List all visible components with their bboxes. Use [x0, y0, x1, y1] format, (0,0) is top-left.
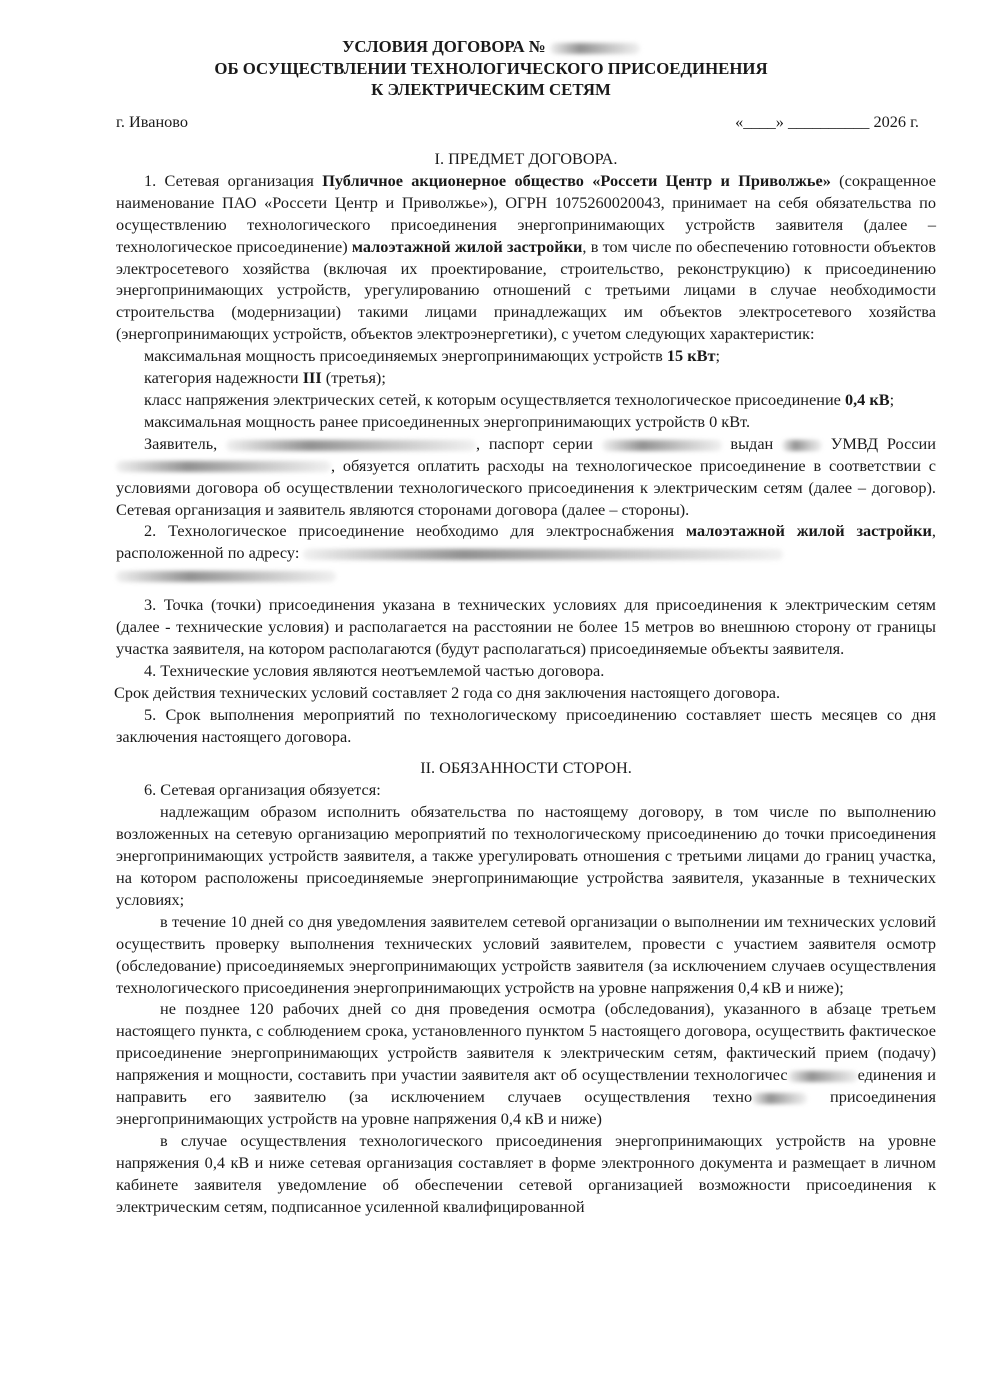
char-prev-power: максимальная мощность ранее присоединенных энергопринимающих устройств 0 кВт.: [144, 411, 751, 431]
redacted-address: [303, 549, 783, 560]
applicant-paragraph: Заявитель, , паспорт серии выдан УМВД России , обязуется оплатить расходы на технологическое присоединение в соответствии с условиями договора об осуществлении технологического присоединения к электрическим сетям (далее – договор). Сетевая организация и заявитель являются сторонами договора (далее – стороны).: [116, 433, 936, 519]
redacted-address-cont: [116, 571, 336, 582]
clause-4-validity: Срок действия технических условий составляет 2 года со дня заключения настоящего договора.: [114, 682, 781, 702]
obligation-c: не позднее 120 рабочих дней со дня проведения осмотра (обследования), указанного в абзаце третьем настоящего пункта, с соблюдением срока, установленного пунктом 5 настоящего договора, осуществить фактическое присоединение энергопринимающих устройств заявителя к электрическим сетям, фактический прием (подачу) напряжения и мощности, составить при участии заявителя акт об осуществлении технологичес единения и направить его заявителю (за исключением случаев осуществления техно присоединения энергопринимающих устройств на уровне напряжения 0,4 кВ и ниже): [116, 999, 937, 1128]
redacted-applicant-name: [226, 440, 476, 451]
clause-3: 3. Точка (точки) присоединения указана в технических условиях для присоединения к электрическим сетям (далее - технические условия) и располагается на расстоянии не более 15 метров во внешнюю сторону от границы участка заявителя, на котором располагаются (будут располагаться) присоединяемые объекты заявителя.: [116, 595, 936, 658]
document-title: [0, 36, 982, 101]
title-line-2: ОБ ОСУЩЕСТВЛЕНИИ ТЕХНОЛОГИЧЕСКОГО ПРИСОЕДИНЕНИЯ: [214, 58, 768, 78]
obligation-a: надлежащим образом исполнить обязательства по настоящему договору, в том числе по выполнению возложенных на сетевую организацию мероприятий по технологическому присоединению до точки присоединения энергопринимающих устройств заявителя, а также урегулировать отношения с третьими лицами до границ участка, на котором расположены присоединяемые энергопринимающие устройства заявителя, указанные в технических условиях;: [116, 802, 936, 909]
redacted-passport: [602, 440, 722, 451]
date-line: «____» __________ 2026 г.: [735, 112, 919, 131]
redacted-scan-artifact-2: [752, 1093, 807, 1104]
obligation-b: в течение 10 дней со дня уведомления заявителем сетевой организации о выполнении им технических условий осуществить проверку выполнения технических условий заявителем, провести с участием заявителя осмотр (обследование) присоединяемых энергопринимающих устройств заявителя (за исключением случаев осуществления технологического присоединения энергопринимающих устройств на уровне напряжения 0,4 кВ и ниже);: [116, 911, 936, 997]
redacted-contract-number: [550, 43, 640, 54]
clause-5: 5. Срок выполнения мероприятий по технологическому присоединению составляет шесть месяцев со дня заключения настоящего договора.: [116, 704, 936, 746]
city: г. Иваново: [116, 112, 189, 131]
title-line-1: УСЛОВИЯ ДОГОВОРА №: [0, 36, 982, 58]
document-body: [116, 148, 936, 1218]
clause-6: 6. Сетевая организация обязуется:: [144, 780, 381, 800]
obligation-d: в случае осуществления технологического присоединения энергопринимающих устройств на уровне напряжения 0,4 кВ и ниже сетевая организация составляет в форме электронного документа и размещает в личном кабинете заявителя уведомление об обеспечении сетевой организацией возможности присоединения к электрическим сетям, подписанное усиленной квалифицированной: [116, 1130, 936, 1216]
char-power: максимальная мощность присоединяемых энергопринимающих устройств 15 кВт;: [144, 346, 720, 366]
title-line-3: К ЭЛЕКТРИЧЕСКИМ СЕТЯМ: [371, 80, 611, 99]
clause-2: 2. Технологическое присоединение необходимо для электроснабжения малоэтажной жилой застройки, расположенной по адресу:: [116, 520, 936, 586]
section-1-heading: I. ПРЕДМЕТ ДОГОВОРА.: [434, 149, 618, 168]
char-reliability: категория надежности III (третья);: [144, 368, 386, 388]
char-voltage: класс напряжения электрических сетей, к которым осуществляется технологическое присоединение 0,4 кВ;: [144, 389, 895, 409]
place-date-row: [116, 111, 919, 133]
redacted-issue-date: [782, 440, 822, 451]
redacted-issuer: [116, 461, 331, 472]
clause-4: 4. Технические условия являются неотъемлемой частью договора.: [144, 660, 605, 680]
section-2-heading: II. ОБЯЗАННОСТИ СТОРОН.: [420, 758, 632, 778]
redacted-scan-artifact: [788, 1071, 858, 1082]
clause-1: 1. Сетевая организация Публичное акционерное общество «Россети Центр и Приволжье» (сокращенное наименование ПАО «Россети Центр и Приволжье»), ОГРН 1075260020043, принимает на себя обязательства по осуществлению технологического присоединения энергопринимающих устройств заявителя (далее – технологическое присоединение) малоэтажной жилой застройки, в том числе по обеспечению готовности объектов электросетевого хозяйства (включая их проектирование, строительство, реконструкцию) к присоединению энергопринимающих устройств, урегулированию отношений с третьими лицами в случае необходимости строительства (модернизации) такими лицами принадлежащих им объектов электросетевого хозяйства (энергопринимающих устройств, объектов электроэнергетики), с учетом следующих характеристик:: [116, 170, 936, 344]
